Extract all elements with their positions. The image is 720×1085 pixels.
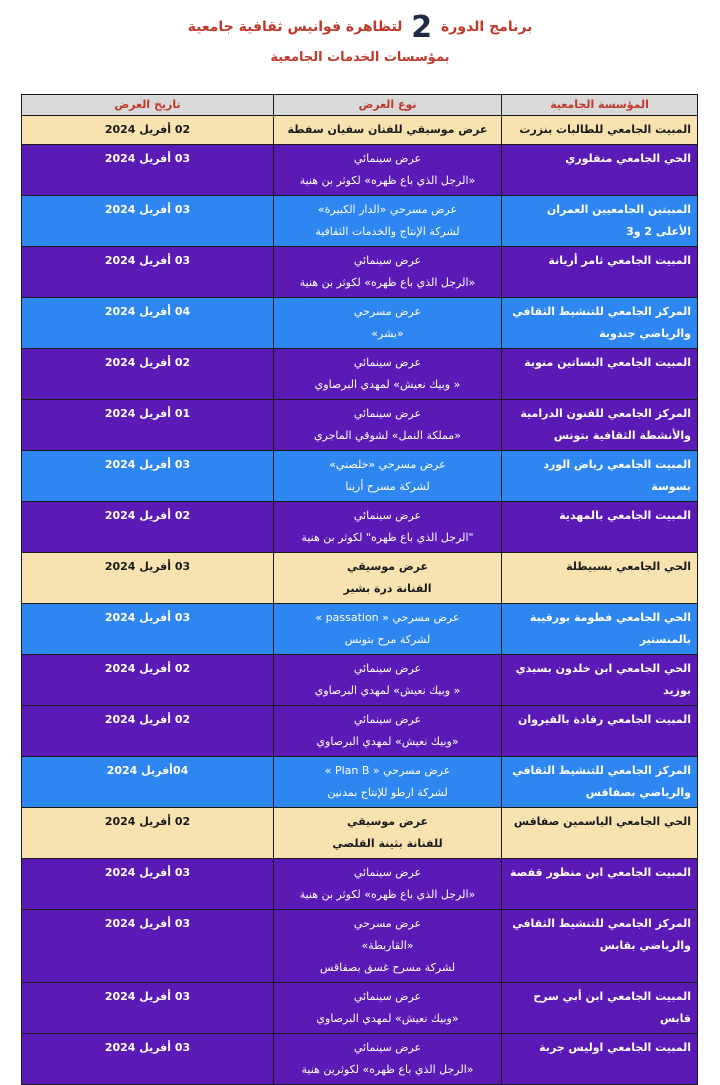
show-cell [274,1034,502,1085]
institution-cell: الحي الجامعي بسبيطلة [502,553,698,604]
show-line: "الرجل الذي باع ظهره" لكوثر بن هنية [301,531,474,544]
institution-cell: المركز الجامعي للتنشيط الثقافي والرياضي بقابس [502,910,698,983]
page-header [0,0,720,92]
table-row [22,1034,698,1085]
show-line: لشركة مرح بتونس [344,633,431,646]
show-line: عرض سينمائي [353,152,422,165]
table-row [22,706,698,757]
date-cell: 02 أفريل 2024 [22,706,274,757]
page-title [0,10,720,45]
date-cell: 03 أفريل 2024 [22,451,274,502]
table-row [22,116,698,145]
date-cell: 03 أفريل 2024 [22,910,274,983]
show-line: « وبيك نعيش» لمهدي البرصاوي [314,684,461,697]
table-row [22,451,698,502]
institution-cell: المبيت الجامعي بالمهدية [502,502,698,553]
institution-cell: المبيت الجامعي للطالبات بنزرت [502,116,698,145]
show-line: «القاربطة» [361,939,414,952]
show-line: «مملكة النمل» لشوقي الماجري [313,429,462,442]
show-line: عرض سينمائي [353,1041,422,1054]
show-cell [274,116,502,145]
show-cell [274,349,502,400]
edition-number: 2 [411,10,433,45]
institution-cell: الحي الجامعي منفلوري [502,145,698,196]
institution-cell: المبيت الجامعي ابن أبي سرح قابس [502,983,698,1034]
table-row [22,859,698,910]
show-line: لشركة الإنتاج والخدمات الثقافية [315,225,460,238]
show-line: «وبيك نعيش» لمهدي البرصاوي [316,1012,459,1025]
show-line: عرض مسرحي [353,305,422,318]
institution-cell: المبيت الجامعي ابن منظور قفصة [502,859,698,910]
table-row [22,655,698,706]
show-cell [274,706,502,757]
column-header-institution: المؤسسة الجامعية [502,95,698,116]
show-line: «الرجل الذي باع ظهره» لكوثر بن هنية [299,174,476,187]
show-line: «الرجل الذي باع ظهره» لكوثر بن هنية [299,888,476,901]
show-line: عرض سينمائي [353,713,422,726]
show-cell [274,247,502,298]
show-cell [274,451,502,502]
table-row [22,349,698,400]
show-cell [274,604,502,655]
institution-cell: المركز الجامعي للتنشيط الثقافي والرياضي جندوبة [502,298,698,349]
show-line: عرض مسرحي « passation » [315,611,460,624]
show-line: الفنانة درة بشير [343,582,432,595]
date-cell: 03 أفريل 2024 [22,859,274,910]
show-cell [274,757,502,808]
show-cell [274,655,502,706]
institution-cell: الحي الجامعي فطومة بورقيبة بالمنستير [502,604,698,655]
column-header-date: تاريخ العرض [22,95,274,116]
show-line: عرض مسرحي «خلصني» [329,458,446,471]
show-cell [274,298,502,349]
table-row [22,502,698,553]
show-line: «الرجل الذي باع ظهره» لكوثر بن هنية [299,276,476,289]
date-cell: 03 أفريل 2024 [22,247,274,298]
show-line: عرض سينمائي [353,407,422,420]
title-after: لتظاهرة فوانيس ثقافية جامعية [187,19,403,35]
table-row [22,196,698,247]
title-before: برنامج الدورة [441,19,533,35]
show-cell [274,859,502,910]
show-cell [274,808,502,859]
date-cell: 03 أفريل 2024 [22,983,274,1034]
show-line: عرض سينمائي [353,254,422,267]
table-row [22,298,698,349]
column-header-show: نوع العرض [274,95,502,116]
table-row [22,910,698,983]
show-cell [274,553,502,604]
date-cell: 02 أفريل 2024 [22,116,274,145]
show-line: عرض موسيقي للفنان سفيان سفطة [287,123,488,136]
page-subtitle: بمؤسسات الخدمات الجامعية [270,50,450,65]
institution-cell: المركز الجامعي للفنون الدرامية والأنشطة الثقافية بتونس [502,400,698,451]
show-cell [274,502,502,553]
show-line: عرض مسرحي « Plan B » [324,764,451,777]
show-line: عرض سينمائي [353,509,422,522]
date-cell: 02 أفريل 2024 [22,349,274,400]
date-cell: 03 أفريل 2024 [22,196,274,247]
show-line: عرض مسرحي [353,917,422,930]
table-row [22,145,698,196]
institution-cell: الحي الجامعي الياسمين صفاقس [502,808,698,859]
institution-cell: المبيت الجامعي اوليس جربة [502,1034,698,1085]
show-line: عرض موسيقي [346,560,429,573]
date-cell: 04 أفريل 2024 [22,298,274,349]
show-cell [274,910,502,983]
table-row [22,400,698,451]
date-cell: 03 أفريل 2024 [22,604,274,655]
table-row [22,553,698,604]
table-row [22,757,698,808]
institution-cell: المبيت الجامعي البساتين منوبة [502,349,698,400]
show-line: لشركة مسرح أرينا [345,480,430,493]
table-row [22,604,698,655]
show-line: «وبيك نعيش» لمهدي البرصاوي [316,735,459,748]
show-line: عرض موسيقي [346,815,429,828]
institution-cell: المركز الجامعي للتنشيط الثقافي والرياضي بصفاقس [502,757,698,808]
institution-cell: المبيت الجامعي ثامر أريانة [502,247,698,298]
show-line: «بشر» [371,327,404,340]
show-line: « وبيك نعيش» لمهدي البرصاوي [314,378,461,391]
show-line: عرض مسرحي «الدار الكبيرة» [317,203,458,216]
institution-cell: المبيت الجامعي رقادة بالقيروان [502,706,698,757]
show-line: عرض سينمائي [353,356,422,369]
show-cell [274,400,502,451]
institution-cell: الحي الجامعي ابن خلدون بسيدي بوزيد [502,655,698,706]
show-cell [274,196,502,247]
program-table [21,94,698,1085]
show-line: عرض سينمائي [353,662,422,675]
date-cell: 02 أفريل 2024 [22,655,274,706]
date-cell: 02 أفريل 2024 [22,502,274,553]
show-line: عرض سينمائي [353,990,422,1003]
table-row [22,247,698,298]
show-line: «الرجل الذي باع ظهره» لكوثرين هنية [301,1063,474,1076]
date-cell: 02 أفريل 2024 [22,808,274,859]
date-cell: 03 أفريل 2024 [22,553,274,604]
date-cell: 04أفريل 2024 [22,757,274,808]
table-header-row [22,95,698,116]
show-line: عرض سينمائي [353,866,422,879]
table-row [22,808,698,859]
institution-cell: المبيت الجامعي رياض الورد بسوسة [502,451,698,502]
show-line: لشركة مسرح غسق بصفاقس [319,961,456,974]
institution-cell: المبيتين الجامعيين العمران الأعلى 2 و3 [502,196,698,247]
show-line: لشركة ارطو للإنتاج بمدنين [327,786,448,799]
table-body [22,116,698,1085]
date-cell: 03 أفريل 2024 [22,145,274,196]
show-line: للفنانة بثينة القلصي [332,837,443,850]
table-row [22,983,698,1034]
date-cell: 03 أفريل 2024 [22,1034,274,1085]
date-cell: 01 أفريل 2024 [22,400,274,451]
show-cell [274,145,502,196]
show-cell [274,983,502,1034]
